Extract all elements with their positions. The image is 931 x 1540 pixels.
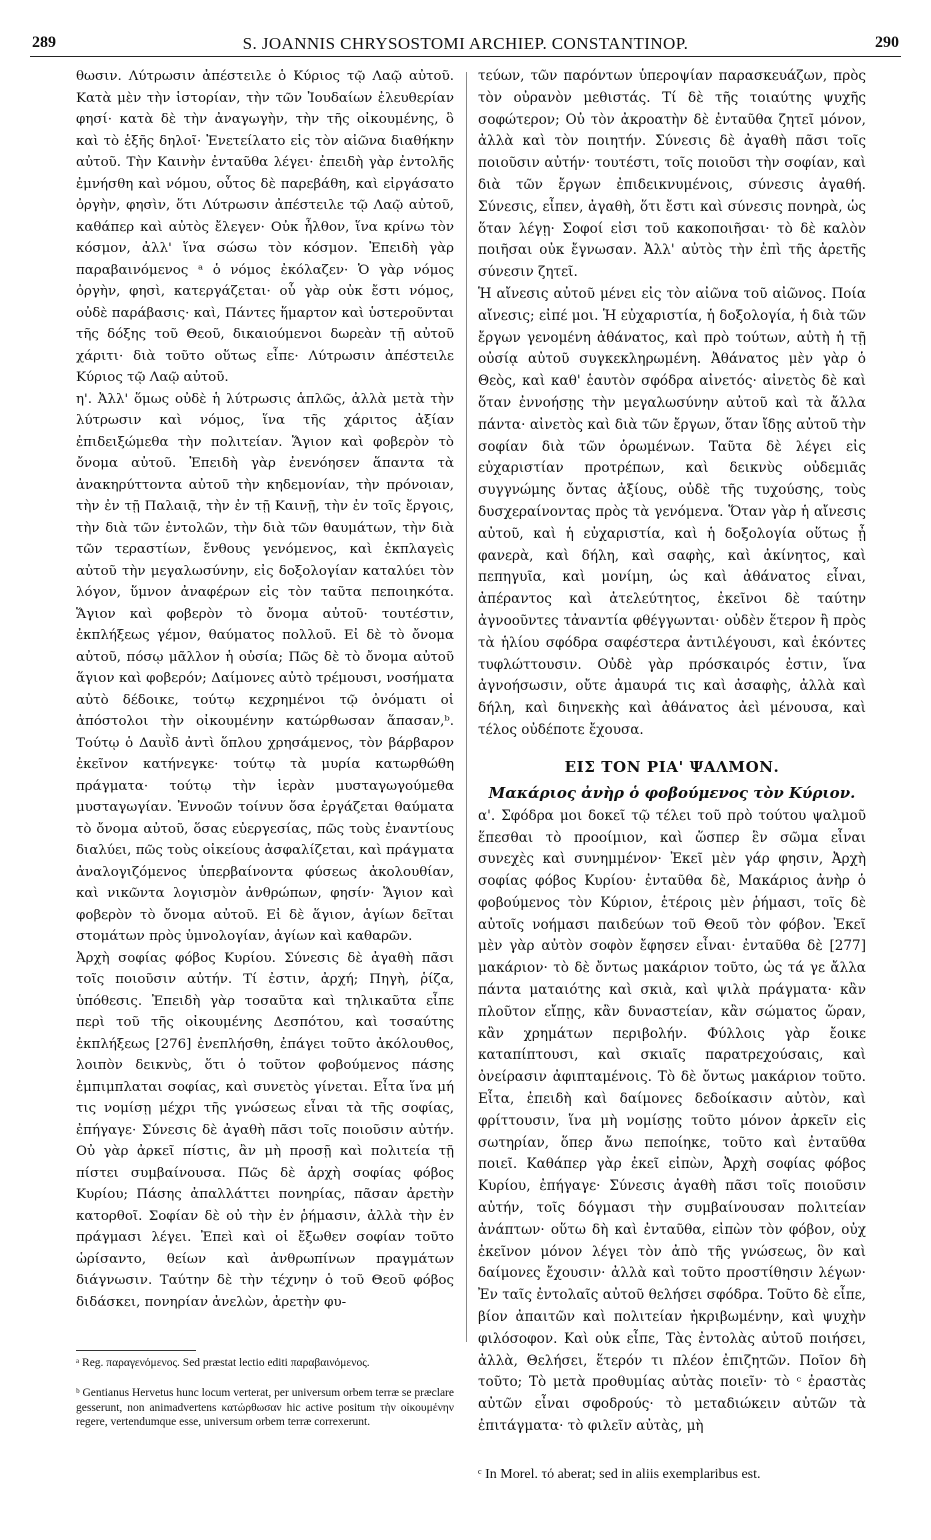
left-paragraph-3: Ἀρχὴ σοφίας φόβος Κυρίου. Σύνεσις δὲ ἀγαθὴ πᾶσι τοῖς ποιοῦσιν αὐτήν. Τί ἐστιν, ἀρχή; Πηγὴ, ῥίζα, ὑπόθεσις. Ἐπειδὴ γὰρ τοσαῦτα καὶ τηλικαῦτα εἶπε περὶ τοῦ τῆς οἰκουμένης Δεσπότου, καὶ τοσαύτης ἐκπλήξεως [276] ἐνεπλήσθη, ἐπάγει τοῦτο ἀκόλουθος, λοιπὸν δεικνὺς, ὅτι ὁ τοῦτον φοβούμενος πάσης ἐμπιμπλαται σοφίας, καὶ συνετὸς γίνεται. Εἶτα ἵνα μή τις νομίσῃ μέχρι τῆς γνώσεως εἶναι τὰ τῆς σοφίας, ἐπήγαγε· Σύνεσις δὲ ἀγαθὴ πᾶσι τοῖς ποιοῦσιν αὐτήν. Οὐ γὰρ ἀρκεῖ πίστις, ἂν μὴ προσῇ καὶ πολιτεία τῇ πίστει συμβαίνουσα. Πῶς δὲ ἀρχὴ σοφίας φόβος Κυρίου; Πάσης ἀπαλλάττει πονηρίας, πᾶσαν ἀρετὴν κατορθοῖ. Σοφίαν δὲ οὐ τὴν ἐν ῥήμασιν, ἀλλὰ τὴν ἐν πράγμασι λέγει. Ἐπεὶ καὶ οἱ ἔξωθεν σοφίαν τοῦτο ὡρίσαντο, θείων καὶ ἀνθρωπίνων πραγμάτων διάγνωσιν. Ταύτην δὲ τὴν τέχνην ὁ τοῦ Θεοῦ φόβος διδάσκει, πονηρίαν ἀνελὼν, ἀρετὴν φυ- bbox=[76, 950, 454, 1310]
footnote-a: ᵃ Reg. παραγενόμενος. Sed præstat lectio editi παραβαινόμενος. bbox=[76, 1357, 370, 1369]
page-number-right: 290 bbox=[875, 34, 899, 51]
footnote-b: ᵇ Gentianus Hervetus hunc locum verterat, per universum orbem terræ se præclare gesserunt, non animadvertens κατώρθωσαν hic active positum τὴν οἰκουμένην regere, vertendumque esse, universum orbem terræ correxerunt. bbox=[76, 1387, 454, 1428]
psalm-paragraph-1: α'. Σφόδρα μοι δοκεῖ τῷ τέλει τοῦ πρὸ τούτου ψαλμοῦ ἕπεσθαι τὸ προοίμιον, καὶ ὥσπερ ἓν σῶμα εἶναι συνεχὲς καὶ συνημμένον· Ἐκεῖ μὲν γάρ φησιν, Ἀρχὴ σοφίας φόβος Κυρίου· ἐνταῦθα δὲ, Μακάριος ἀνὴρ ὁ φοβούμενος τὸν Κύριον, ἑτέροις μὲν ῥήμασι, τοῖς δὲ αὐτοῖς νοήμασι παιδεύων τοῦ Θεοῦ τὸν φόβον. Ἐκεῖ μὲν γὰρ αὐτὸν σοφὸν ἔφησεν εἶναι· ἐνταῦθα δὲ [277] μακάριον· τὸ δὲ ὄντως μακάριον τοῦτο, ὡς τά γε ἄλλα πάντα ματαιότης καὶ σκιὰ, καὶ ψιλὰ πράγματα· κἂν πλοῦτον εἴπῃς, κἂν δυναστείαν, κἂν σώματος ὥραν, κἂν χρημάτων περιβολήν. Φύλλοις γὰρ ἔοικε καταπίπτουσι, καὶ σκιαῖς παρατρεχούσαις, καὶ ὀνείρασιν ἀφιπταμένοις. Τὸ δὲ ὄντως μακάριον τοῦτο. Εἶτα, ἐπειδὴ καὶ δαίμονες δεδοίκασιν αὐτὸν, καὶ φρίττουσιν, ἵνα μὴ νομίσῃς τοῦτο μόνον ἀρκεῖν εἰς σωτηρίαν, ὅπερ ἄνω πεποίηκε, τοῦτο καὶ ἐνταῦθα ποιεῖ. Καθάπερ γὰρ ἐκεῖ εἰπὼν, Ἀρχὴ σοφίας φόβος Κυρίου, ἐπήγαγε· Σύνεσις ἀγαθὴ πᾶσι τοῖς ποιοῦσιν αὐτήν, τοῖς δόγμασι τὴν συμβαίνουσαν πολιτείαν ἀνάπτων· οὕτω δὴ καὶ ἐνταῦθα, εἰπὼν τὸν φόβον, οὐχ ἐκεῖνον μόνον λέγει τὸν ἀπὸ τῆς γνώσεως, ὃν καὶ δαίμονες ἔχουσιν· ἀλλὰ καὶ τοῦτο προστίθησιν λέγων· Ἐν ταῖς ἐντολαῖς αὐτοῦ θελήσει σφόδρα. Τοῦτο δὲ εἶπε, βίον ἀπαιτῶν καὶ πολιτείαν ἠκριβωμένην, καὶ ψυχὴν φιλόσοφον. Καὶ οὐκ εἶπε, Τὰς ἐντολὰς αὐτοῦ ποιήσει, ἀλλὰ, Θελήσει, ἕτερόν τι πλέον ἐπιζητῶν. Ποῖον δὴ τοῦτο; Τὸ μετὰ προθυμίας αὐτὰς ποιεῖν· τὸ ᶜ ἐραστὰς αὐτῶν εἶναι σφοδρούς· τὸ μεταδιώκειν αὐτῶν τὰ ἐπιτάγματα· τὸ φιλεῖν αὐτὰς, μὴ bbox=[478, 807, 866, 1435]
left-column bbox=[76, 66, 454, 1313]
right-column bbox=[478, 66, 866, 1438]
footnote-c: ᶜ In Morel. τό aberat; sed in aliis exemplaribus est. bbox=[478, 1467, 761, 1482]
psalm-title: ΕΙΣ ΤΟΝ ΡΙΑ' ΨΑΛΜΟΝ. bbox=[564, 757, 780, 776]
right-paragraph-2: Ἡ αἴνεσις αὐτοῦ μένει εἰς τὸν αἰῶνα τοῦ αἰῶνος. Ποία αἴνεσις; εἰπέ μοι. Ἡ εὐχαριστία, ἡ δοξολογία, ἡ διὰ τῶν ἔργων γενομένη ἀθάνατος, καὶ πρὸ τούτων, αὐτὴ ἡ τῇ οὐσίᾳ αὐτοῦ συγκεκληρωμένη. Ἀθάνατος μὲν γὰρ ὁ Θεὸς, καὶ καθ' ἑαυτὸν σφόδρα αἰνετός· αἰνετὸς δὲ καὶ ὅταν ἐννοήσῃς τὴν μεγαλωσύνην αὐτοῦ καὶ τὰ ἄλλα πάντα· αἰνετὸς καὶ διὰ τῶν ἔργων, ὅταν ἴδῃς αὐτοῦ τὴν σοφίαν διὰ τῶν ὁρωμένων. Ταῦτα δὲ λέγει εἰς εὐχαριστίαν προτρέπων, καὶ δεικνὺς οὐδεμιᾶς συγγνώμης ὄντας ἀξίους, οὐδὲ τῆς τυχούσης, τοὺς δυσχεραίνοντας πρὸς τὰ γενόμενα. Ὅταν γὰρ ἡ αἴνεσις αὐτοῦ, καὶ ἡ εὐχαριστία, καὶ ἡ δοξολογία οὕτως ᾖ φανερὰ, καὶ δήλη, καὶ σαφὴς, καὶ ἀκίνητος, καὶ πεπηγυῖα, καὶ μονίμη, ὡς καὶ ἀθάνατος εἶναι, ἀπέραντος καὶ ἀτελεύτητος, ἐκεῖνοι δὲ ταύτην ἀγνοοῦντες τἀναντία φθέγγωνται· οὐδὲν ἕτερον ἢ πρὸς τὰ ἡλίου σφόδρα σαφέστερα ἀντιλέγουσι, καὶ ἑκόντες τυφλώττουσιν. Οὐδὲ γὰρ πρόσκαιρός ἐστιν, ἵνα ἀγνοήσωσιν, οὔτε ἀμαυρά τις καὶ ἀσαφὴς, ἀλλὰ καὶ δήλη, καὶ διηνεκὴς καὶ ἀθάνατος ἀεὶ μένουσα, καὶ τέλος οὐδέποτε ἔχουσα. bbox=[478, 285, 866, 738]
page-header bbox=[30, 30, 901, 57]
running-title: S. JOANNIS CHRYSOSTOMI ARCHIEP. CONSTANTINOP. bbox=[242, 34, 689, 53]
psalm-subtitle: Μακάριος ἀνὴρ ὁ φοβούμενος τὸν Κύριον. bbox=[488, 783, 856, 802]
right-paragraph-1: τεύων, τῶν παρόντων ὑπεροψίαν παρασκευάζων, πρὸς τὸν οὐρανὸν μεθιστάς. Τί δὲ τῆς τοιαύτης ψυχῆς σοφώτερον; Οὐ τὸν ἀκροατὴν δὲ ἐνταῦθα ζητεῖ μόνον, ἀλλὰ καὶ τὸν ποιητήν. Σύνεσις δὲ ἀγαθὴ πᾶσι τοῖς ποιοῦσιν αὐτήν· τουτέστι, τοῖς ποιοῦσι τὴν σοφίαν, καὶ διὰ τῶν ἔργων ἐπιδεικνυμένοις, σύνεσις ἀγαθή. Σύνεσις, εἶπεν, ἀγαθὴ, ὅτι ἔστι καὶ σύνεσις πονηρὰ, ὡς ὅταν λέγῃ· Σοφοί εἰσι τοῦ κακοποιῆσαι· τὸ δὲ καλὸν ποιῆσαι οὐκ ἔγνωσαν. Ἀλλ' αὐτὸς τὴν ἐπὶ τῆς ἀρετῆς σύνεσιν ζητεῖ. bbox=[478, 68, 866, 281]
page-number-left: 289 bbox=[32, 34, 56, 51]
column-divider bbox=[466, 72, 467, 1342]
left-paragraph-1: θωσιν. Λύτρωσιν ἀπέστειλε ὁ Κύριος τῷ Λαῷ αὐτοῦ. Κατὰ μὲν τὴν ἱστορίαν, τὴν τῶν Ἰουδαίων ἐλευθερίαν φησί· κατὰ δὲ τὴν ἀναγωγὴν, τὴν τῆς οἰκουμένης, ὃ καὶ τὸ ἑξῆς δηλοῖ· Ἐνετείλατο εἰς τὸν αἰῶνα διαθήκην αὐτοῦ. Τὴν Καινὴν ἐνταῦθα λέγει· ἐπειδὴ γὰρ ἐντολῆς ἐμνήσθη καὶ νόμου, οὗτος δὲ παρεβάθη, καὶ εἰργάσατο ὀργὴν, φησὶν, ὅτι Λύτρωσιν ἀπέστειλε τῷ Λαῷ αὐτοῦ, καθάπερ καὶ αὐτὸς ἔλεγεν· Οὐκ ἦλθον, ἵνα κρίνω τὸν κόσμον, ἀλλ' ἵνα σώσω τὸν κόσμον. Ἐπειδὴ γὰρ παραβαινόμενος ᵃ ὁ νόμος ἐκόλαζεν· Ὁ γὰρ νόμος ὀργὴν, φησὶ, κατεργάζεται· οὗ γὰρ οὐκ ἔστι νόμος, οὐδὲ παράβασις· καὶ, Πάντες ἥμαρτον καὶ ὑστεροῦνται τῆς δόξης τοῦ Θεοῦ, δικαιούμενοι δωρεὰν τῇ αὐτοῦ χάριτι· διὰ τοῦτο οὕτως εἶπε· Λύτρωσιν ἀπέστειλε Κύριος τῷ Λαῷ αὐτοῦ. bbox=[76, 69, 454, 385]
footnote-rule bbox=[76, 1350, 196, 1351]
left-paragraph-2: η'. Ἀλλ' ὅμως οὐδὲ ἡ λύτρωσις ἁπλῶς, ἀλλὰ μετὰ τὴν λύτρωσιν καὶ νόμος, ἵνα τῆς χάριτος ἀξίαν ἐπιδειξώμεθα τὴν πολιτείαν. Ἅγιον καὶ φοβερὸν τὸ ὄνομα αὐτοῦ. Ἐπειδὴ γὰρ ἐνενόησεν ἅπαντα τὰ ἀνακηρύττοντα αὐτοῦ τὴν κηδεμονίαν, τὴν πρόνοιαν, τὴν ἐν τῇ Παλαιᾷ, τὴν ἐν τῇ Καινῇ, τὴν ἐν τοῖς ἔργοις, τὴν διὰ τῶν ἐντολῶν, τὴν διὰ τῶν θαυμάτων, τὴν διὰ τῶν τεραστίων, ἔνθους γενόμενος, καὶ ἐκπλαγεὶς αὐτοῦ τὴν μεγαλωσύνην, εἰς δοξολογίαν καταλύει τὸν λόγον, ὕμνον ἀναφέρων εἰς τὸν ταῦτα πεποιηκότα. Ἅγιον καὶ φοβερὸν τὸ ὄνομα αὐτοῦ· τουτέστιν, ἐκπλήξεως γέμον, θαύματος πολλοῦ. Εἰ δὲ τὸ ὄνομα αὐτοῦ, πόσῳ μᾶλλον ἡ οὐσία; Πῶς δὲ τὸ ὄνομα αὐτοῦ ἅγιον καὶ φοβερόν; Δαίμονες αὐτὸ τρέμουσι, νοσήματα αὐτὸ δέδοικε, τούτῳ κεχρημένοι τῷ ὀνόματι οἱ ἀπόστολοι τὴν οἰκουμένην κατώρθωσαν ἅπασαν,ᵇ. Τούτῳ ὁ Δαυῒδ ἀντὶ ὅπλου χρησάμενος, τὸν βάρβαρον ἐκεῖνον κατήνεγκε· τούτῳ τὰ μυρία κατωρθώθη πράγματα· τούτῳ τὴν ἱερὰν μυσταγωγούμεθα μυσταγωγίαν. Ἐννοῶν τοίνυν ὅσα ἐργάζεται θαύματα τὸ ὄνομα αὐτοῦ, ὅσας εὐεργεσίας, πῶς τοὺς ἐναντίους διαλύει, πῶς τοὺς οἰκείους ἀσφαλίζεται, καὶ πράγματα ἀναλογιζόμενος ὑπερβαίνοντα φύσεως ἀκολουθίαν, καὶ νικῶντα λογισμὸν ἀνθρώπων, φησίν· Ἅγιον καὶ φοβερὸν τὸ ὄνομα αὐτοῦ. Εἰ δὲ ἅγιον, ἁγίων δεῖται στομάτων πρὸς ὑμνολογίαν, ἁγίων καὶ καθαρῶν. bbox=[76, 391, 454, 944]
